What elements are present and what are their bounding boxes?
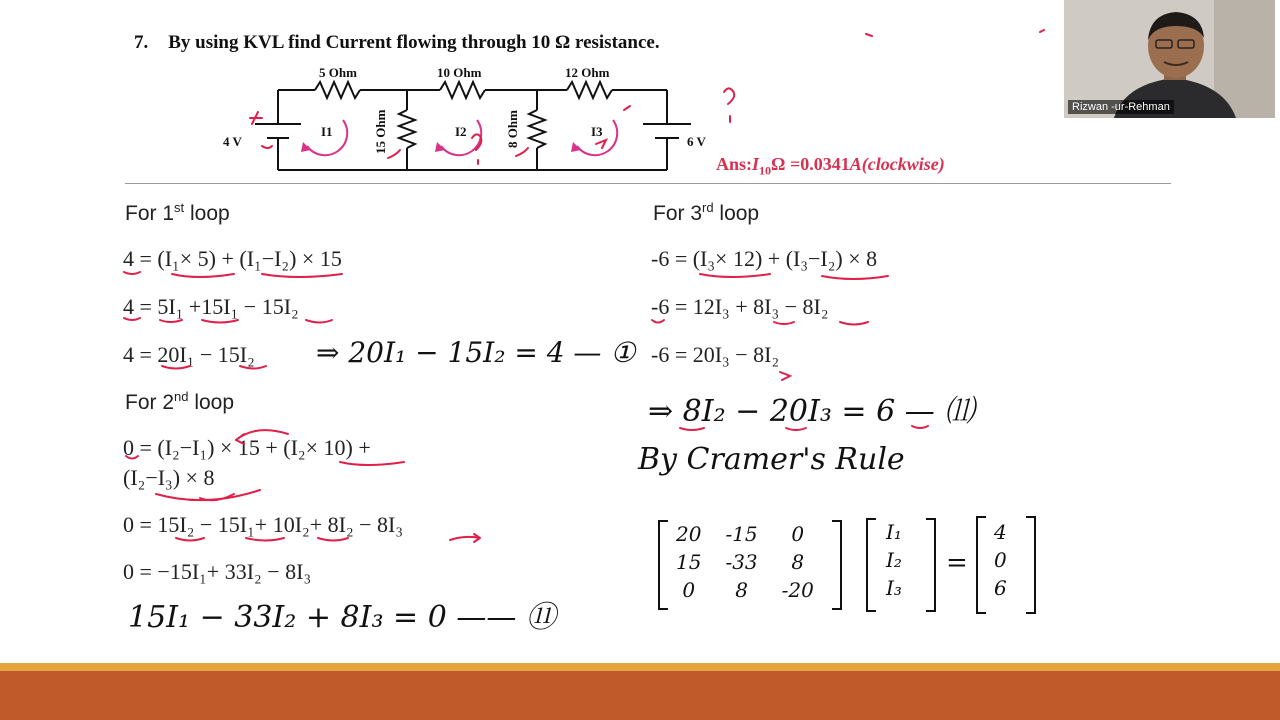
footer-bar	[0, 671, 1280, 720]
matrix-bracket-right	[832, 520, 842, 610]
label-loop-i2: I2	[455, 124, 467, 139]
loop1-heading: For 1st loop	[125, 200, 230, 225]
footer-accent-stripe	[0, 663, 1280, 671]
variable-vector: I₁ I₂ I₃	[886, 520, 902, 600]
label-r10: 10 Ohm	[437, 65, 482, 80]
loop3-heading: For 3rd loop	[653, 200, 760, 225]
loop3-eq-1: -6 = (I₃× 12) + (I₃−I₂) × 8	[651, 246, 878, 271]
label-r12: 12 Ohm	[565, 65, 610, 80]
loop2-eq-2: 0 = 15I₂ − 15I₁+ 10I₂+ 8I₂ − 8I₃	[123, 512, 404, 537]
label-loop-i3: I3	[591, 124, 603, 139]
loop2-eq-1-cont: (I₂−I₃) × 8	[123, 465, 215, 490]
vector-bracket-right	[926, 518, 936, 612]
matrix-equals: =	[946, 548, 968, 578]
loop3-eq-3: -6 = 20I₃ − 8I₂	[651, 342, 780, 367]
problem-statement	[134, 32, 660, 54]
label-loop-i1: I1	[321, 124, 333, 139]
loop1-eq-2: 4 = 5I₁ +15I₁ − 15I₂	[123, 294, 299, 319]
answer: $Ans:I_{10}\Omega$ =0.0341A(clockwise)	[716, 154, 945, 178]
loop1-handwritten: ⇒ 20I₁ − 15I₂ = 4 — ①	[316, 336, 636, 369]
label-source-4v: 4 V	[223, 134, 242, 149]
cramer-title: By Cramer's Rule	[638, 442, 905, 477]
problem-number: 7.	[134, 32, 149, 53]
loop1-eq-1: 4 = (I₁× 5) + (I₁−I₂) × 15	[123, 246, 342, 271]
label-r15: 15 Ohm	[373, 109, 388, 154]
loop3-handwritten: ⇒ 8I₂ − 20I₃ = 6 — ⑾	[648, 394, 975, 429]
label-source-6v: 6 V	[687, 134, 706, 149]
rhs-bracket-right	[1026, 516, 1036, 614]
coefficient-matrix: 20 -15 0 15 -33 8 0 8 -20	[676, 522, 814, 602]
label-r5: 5 Ohm	[319, 65, 357, 80]
problem-text: By using KVL find Current flowing through 10 Ω resistance.	[168, 32, 660, 53]
webcam-video[interactable]	[1064, 0, 1275, 118]
divider	[125, 183, 1171, 184]
loop2-handwritten: 15I₁ − 33I₂ + 8I₃ = 0 —— ⑪	[128, 600, 556, 635]
presenter-name-tag: Rizwan -ur-Rehman	[1068, 100, 1174, 114]
loop1-eq-3: 4 = 20I₁ − 15I₂	[123, 342, 255, 367]
rhs-vector: 4 0 6	[994, 520, 1007, 600]
circuit-diagram	[215, 62, 730, 182]
loop2-heading: For 2nd loop	[125, 389, 235, 414]
label-r8: 8 Ohm	[505, 110, 520, 148]
loop3-eq-2: -6 = 12I₃ + 8I₃ − 8I₂	[651, 294, 829, 319]
loop2-eq-1: 0 = (I₂−I₁) × 15 + (I₂× 10) +	[123, 435, 371, 460]
loop2-eq-3: 0 = −15I₁+ 33I₂ − 8I₃	[123, 559, 312, 584]
